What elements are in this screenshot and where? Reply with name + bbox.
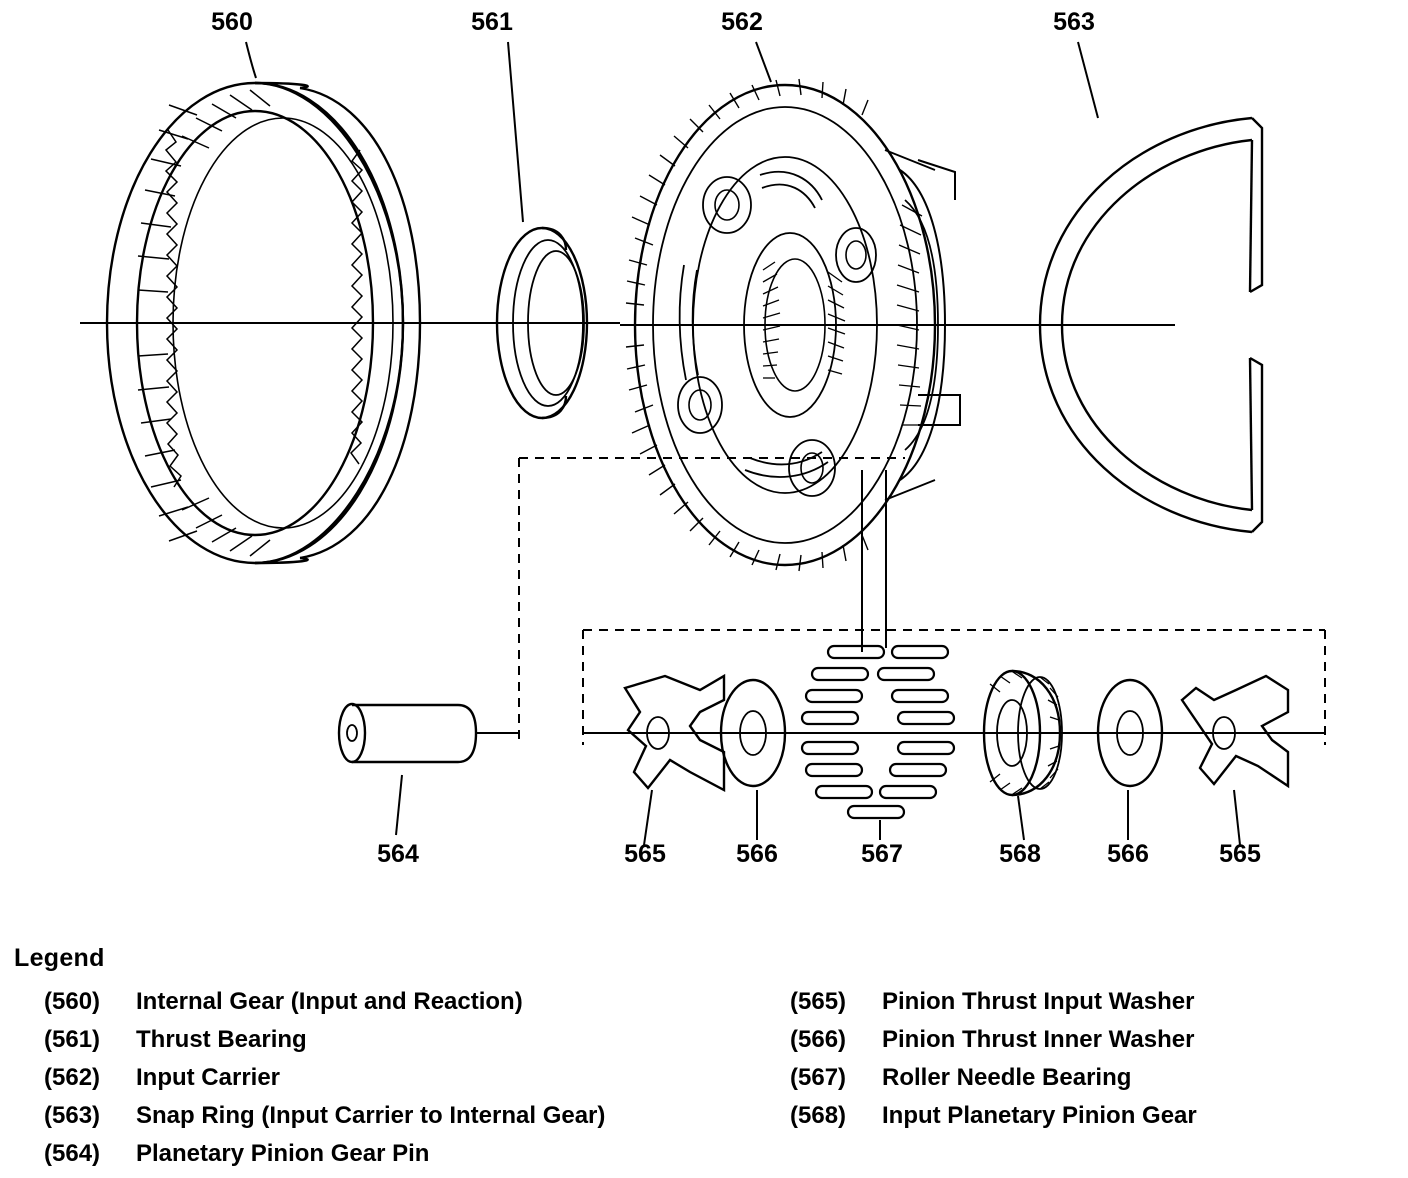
legend-item (790, 1102, 1390, 1130)
legend-column-right (790, 988, 1390, 1140)
legend-title: Legend (14, 944, 105, 972)
legend-item-number: (564) (44, 1140, 101, 1167)
callout-563: 563 (1053, 8, 1095, 36)
legend-item-text: Snap Ring (Input Carrier to Internal Gear) (136, 1102, 606, 1129)
legend-item (44, 988, 764, 1016)
part-565-pinion-thrust-input-washer-left (625, 676, 724, 845)
legend-item-text: Planetary Pinion Gear Pin (136, 1140, 430, 1167)
callout-567: 567 (861, 840, 903, 868)
legend-item-text: Pinion Thrust Inner Washer (882, 1026, 1195, 1053)
part-560-internal-gear (80, 42, 470, 563)
part-565-pinion-thrust-input-washer-right (1182, 676, 1288, 845)
legend-item-number: (568) (790, 1102, 847, 1129)
callout-561: 561 (471, 8, 513, 36)
legend-item (44, 1140, 764, 1168)
part-562-input-carrier (620, 42, 975, 571)
part-563-snap-ring (975, 42, 1262, 532)
callout-564: 564 (377, 840, 419, 868)
callout-565-right: 565 (1219, 840, 1261, 868)
part-561-thrust-bearing (468, 42, 620, 418)
callout-560: 560 (211, 8, 253, 36)
legend-item-number: (562) (44, 1064, 101, 1091)
part-564-pinion-pin (339, 704, 519, 835)
part-566-pinion-thrust-inner-washer-left (721, 680, 785, 840)
legend-item (790, 988, 1390, 1016)
callout-562: 562 (721, 8, 763, 36)
part-567-roller-needle-bearing (802, 646, 954, 840)
legend-item-text: Pinion Thrust Input Washer (882, 988, 1195, 1015)
legend-item-number: (565) (790, 988, 847, 1015)
legend-item-number: (560) (44, 988, 101, 1015)
legend-item (44, 1064, 764, 1092)
legend-item-text: Internal Gear (Input and Reaction) (136, 988, 523, 1015)
legend-item-number: (561) (44, 1026, 101, 1053)
legend-item-number: (563) (44, 1102, 101, 1129)
legend-item-number: (566) (790, 1026, 847, 1053)
legend-item-text: Input Carrier (136, 1064, 281, 1091)
legend-item (790, 1026, 1390, 1054)
legend (0, 930, 1408, 1174)
callout-568: 568 (999, 840, 1041, 868)
callout-565-left: 565 (624, 840, 666, 868)
legend-item-text: Input Planetary Pinion Gear (882, 1102, 1197, 1129)
legend-column-left (44, 988, 764, 1178)
part-566-pinion-thrust-inner-washer-right (1098, 680, 1162, 840)
part-568-input-planetary-pinion-gear (984, 671, 1062, 840)
legend-item (44, 1102, 764, 1130)
legend-item-text: Roller Needle Bearing (882, 1064, 1132, 1091)
legend-item-number: (567) (790, 1064, 847, 1091)
legend-item (44, 1026, 764, 1054)
callout-566-right: 566 (1107, 840, 1149, 868)
legend-item-text: Thrust Bearing (136, 1026, 307, 1053)
legend-item (790, 1064, 1390, 1092)
callout-566-left: 566 (736, 840, 778, 868)
